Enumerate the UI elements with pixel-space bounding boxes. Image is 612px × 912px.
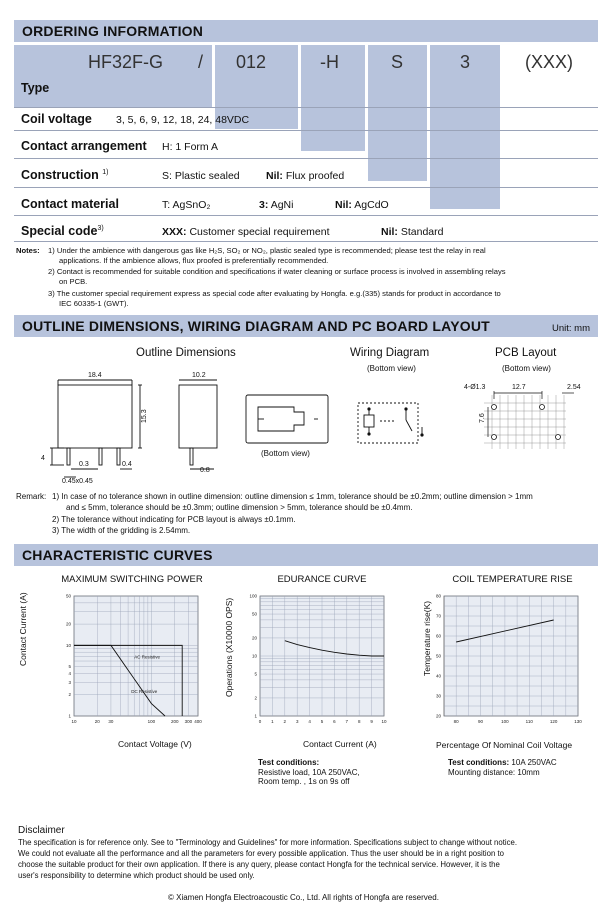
y-tick-label: 100: [249, 593, 257, 599]
x-tick-label: 8: [357, 719, 361, 724]
chart2-cond-title: Test conditions:: [258, 758, 320, 767]
dim-pin-offset: 0.4: [122, 461, 132, 468]
remark-3: 3) The width of the gridding is 2.54mm.: [52, 526, 191, 535]
part-voltage: 012: [236, 52, 267, 72]
pcb-layout-title: PCB Layout: [495, 347, 557, 359]
chart2-cond-2: Room temp. , 1s on 9s off: [258, 777, 350, 786]
construction-label: Construction $^{1)}$: [21, 168, 109, 182]
chart3-coil-temperature-rise: [424, 590, 584, 732]
y-tick-label: 4: [68, 670, 71, 676]
x-tick-label: 4: [308, 719, 311, 724]
x-tick-label: 300: [184, 719, 193, 724]
x-tick-label: 7: [345, 719, 349, 724]
y-tick-label: 2: [254, 695, 257, 701]
contact-material-label: Contact material: [21, 197, 119, 211]
dim-height: 15.3: [141, 409, 148, 423]
outline-header: [14, 315, 598, 337]
chart3-xlabel: Percentage Of Nominal Coil Voltage: [436, 740, 573, 750]
x-tick-label: 90: [478, 719, 484, 724]
remark-1b: and ≤ 5mm, tolerance should be ±0.3mm; outline dimension > 5mm, tolerance should be ±0.4mm.: [66, 503, 413, 512]
chart2-cond-1: Resistive load, 10A 250VAC,: [258, 768, 360, 777]
y-tick-label: 20: [251, 635, 257, 641]
note-3b: IEC 60335-1 (GWT).: [59, 299, 129, 308]
chart3-conditions: Test conditions: 10A 250VAC: [448, 758, 557, 767]
x-tick-label: 400: [194, 719, 202, 724]
x-tick-label: 80: [453, 719, 459, 724]
ac-resistive-label: AC Resistive: [134, 654, 160, 660]
disclaimer-line-1: The specification is for reference only. See to "Terminology and Guidelines" for more information. Specifications subject to change without notice.: [18, 838, 518, 847]
y-tick-label: 50: [251, 611, 257, 617]
dim-pin-length: 4: [41, 455, 45, 462]
y-tick-label: 60: [435, 633, 441, 639]
pcb-grid: 2.54: [567, 384, 581, 391]
y-tick-label: 3: [68, 679, 71, 685]
x-tick-label: 1: [271, 719, 274, 724]
x-tick-label: 6: [333, 719, 336, 724]
construction-opt1: S: Plastic sealed: [162, 170, 240, 182]
x-tick-label: 0: [258, 719, 262, 724]
x-tick-label: 9: [370, 719, 373, 724]
dim-pin-gap: 0.3: [79, 461, 89, 468]
construction-opt2: Nil: Flux proofed: [266, 170, 345, 182]
y-tick-label: 80: [435, 593, 441, 599]
part-slash: /: [198, 52, 204, 72]
part-special: (XXX): [525, 52, 574, 72]
x-tick-label: 110: [525, 719, 533, 724]
contact-material-opt2: 3: AgNi: [259, 199, 294, 211]
outline-title: OUTLINE DIMENSIONS, WIRING DIAGRAM AND PC BOARD LAYOUT: [22, 318, 490, 334]
disclaimer-line-2: We could not evaluate all the performance and all the parameters for every possible application. Thus the user should be in a right position to: [18, 849, 505, 858]
type-label: Type: [21, 81, 50, 95]
copyright: © Xiamen Hongfa Electroacoustic Co., Ltd. All rights of Hongfa are reserved.: [168, 893, 439, 902]
pcb-row-pitch: 7.6: [479, 413, 486, 423]
part-series: HF32F-G: [88, 52, 164, 72]
chart3-ylabel: Temperature rise(K): [422, 600, 432, 676]
remark-label: Remark:: [16, 492, 47, 501]
y-tick-label: 10: [65, 642, 71, 648]
chart1-max-switching-power: [54, 590, 204, 732]
ordering-header: [14, 20, 598, 42]
chart1-ylabel: Contact Current (A): [18, 592, 28, 666]
disclaimer-line-4: user's responsibility to determine which product should be used only.: [18, 871, 255, 880]
chart2-ylabel: Operations (X10000 OPS): [224, 597, 234, 697]
note-1a: 1) Under the ambience with dangerous gas like H₂S, SO₂ or NO₂, plastic sealed type is recommended; please test the relay in real: [48, 246, 486, 255]
remark-2: 2) The tolerance without indicating for PCB layout is always ±0.1mm.: [52, 515, 296, 524]
y-tick-label: 70: [435, 613, 441, 619]
x-tick-label: 100: [147, 719, 156, 724]
chart1-title: MAXIMUM SWITCHING POWER: [61, 574, 203, 585]
x-tick-label: 3: [295, 719, 299, 724]
disclaimer-line-3: choose the suitable product for their own application. If there is any query, please contact Hongfa for the technical service. However, it is the: [18, 860, 500, 869]
y-tick-label: 5: [254, 671, 257, 677]
x-tick-label: 10: [71, 719, 77, 724]
dim-pin-size: 0.45x0.45: [62, 478, 93, 485]
special-code-opt2: Nil: Standard: [381, 226, 444, 238]
bottom-view-label: (Bottom view): [261, 449, 310, 458]
unit-label: Unit: mm: [552, 323, 590, 334]
y-tick-label: 40: [435, 673, 441, 679]
outline-drawings: [14, 365, 598, 485]
remark-1a: 1) In case of no tolerance shown in outline dimension: outline dimension ≤ 1mm, tolerance should be ±0.2mm; outline dimension > 1mm: [52, 492, 533, 501]
x-tick-label: 5: [320, 719, 324, 724]
chart3-title: COIL TEMPERATURE RISE: [452, 574, 573, 585]
x-tick-label: 100: [501, 719, 509, 724]
note-2a: 2) Contact is recommended for suitable condition and specifications if water cleaning or surface process is involved in assembling relays: [48, 267, 506, 276]
pcb-layout-subtitle: (Bottom view): [502, 364, 551, 373]
chart1-xlabel: Contact Voltage (V): [118, 739, 192, 749]
x-tick-label: 20: [94, 719, 100, 724]
disclaimer-title: Disclaimer: [18, 825, 65, 836]
contact-material-opt1: T: AgSnO₂: [162, 199, 211, 211]
dim-pin-width: 0.8: [200, 467, 210, 474]
pcb-pitch: 12.7: [512, 384, 526, 391]
y-tick-label: 20: [65, 621, 71, 627]
chart2-title: EDURANCE CURVE: [277, 574, 367, 585]
ordering-title: ORDERING INFORMATION: [22, 23, 204, 39]
outline-dimensions-title: Outline Dimensions: [136, 347, 236, 359]
x-tick-label: 130: [574, 719, 582, 724]
contact-arrangement-label: Contact arrangement: [21, 139, 147, 153]
contact-arrangement-value: H: 1 Form A: [162, 141, 219, 153]
contact-material-opt3: Nil: AgCdO: [335, 199, 389, 211]
dim-width: 10.2: [192, 372, 206, 379]
y-tick-label: 20: [435, 713, 441, 719]
special-code-label: Special code$^{3)}$: [21, 224, 104, 238]
y-tick-label: 10: [251, 653, 257, 659]
part-construction: S: [391, 52, 404, 72]
y-tick-label: 30: [435, 693, 441, 699]
x-tick-label: 200: [170, 719, 179, 724]
wiring-diagram-title: Wiring Diagram: [350, 347, 430, 359]
note-2b: on PCB.: [59, 277, 88, 286]
note-3a: 3) The customer special requirement express as special code after evaluating by Hongfa. e.g.(335) stands for product in accordance to: [48, 289, 501, 298]
chart2-xlabel: Contact Current (A): [303, 739, 377, 749]
y-tick-label: 50: [435, 653, 441, 659]
x-tick-label: 10: [381, 719, 387, 724]
dim-length: 18.4: [88, 372, 102, 379]
chart3-cond-2: Mounting distance: 10mm: [448, 768, 540, 777]
x-tick-label: 2: [283, 719, 287, 724]
y-tick-label: 1: [254, 713, 257, 719]
curves-title: CHARACTERISTIC CURVES: [22, 547, 213, 563]
part-material: 3: [460, 52, 471, 72]
pcb-holes: 4-Ø1.3: [464, 384, 486, 391]
x-tick-label: 30: [108, 719, 114, 724]
special-code-opt1: XXX: Customer special requirement: [162, 226, 330, 238]
wiring-diagram-subtitle: (Bottom view): [367, 364, 416, 373]
dc-resistive-label: DC Resistive: [131, 689, 158, 695]
y-tick-label: 2: [68, 692, 71, 698]
y-tick-label: 1: [68, 713, 71, 719]
note-1b: applications. If the ambience allows, flux proofed is preferentially recommended.: [59, 256, 329, 265]
y-tick-label: 50: [65, 593, 71, 599]
coil-voltage-value: 3, 5, 6, 9, 12, 18, 24, 48VDC: [116, 114, 250, 126]
y-tick-label: 5: [68, 664, 71, 670]
coil-voltage-label: Coil voltage: [21, 112, 92, 126]
part-arrangement: -H: [320, 52, 339, 72]
chart2-endurance-curve: [240, 590, 390, 732]
curves-header: [14, 544, 598, 566]
notes-label: Notes:: [16, 246, 40, 255]
x-tick-label: 120: [549, 719, 558, 724]
